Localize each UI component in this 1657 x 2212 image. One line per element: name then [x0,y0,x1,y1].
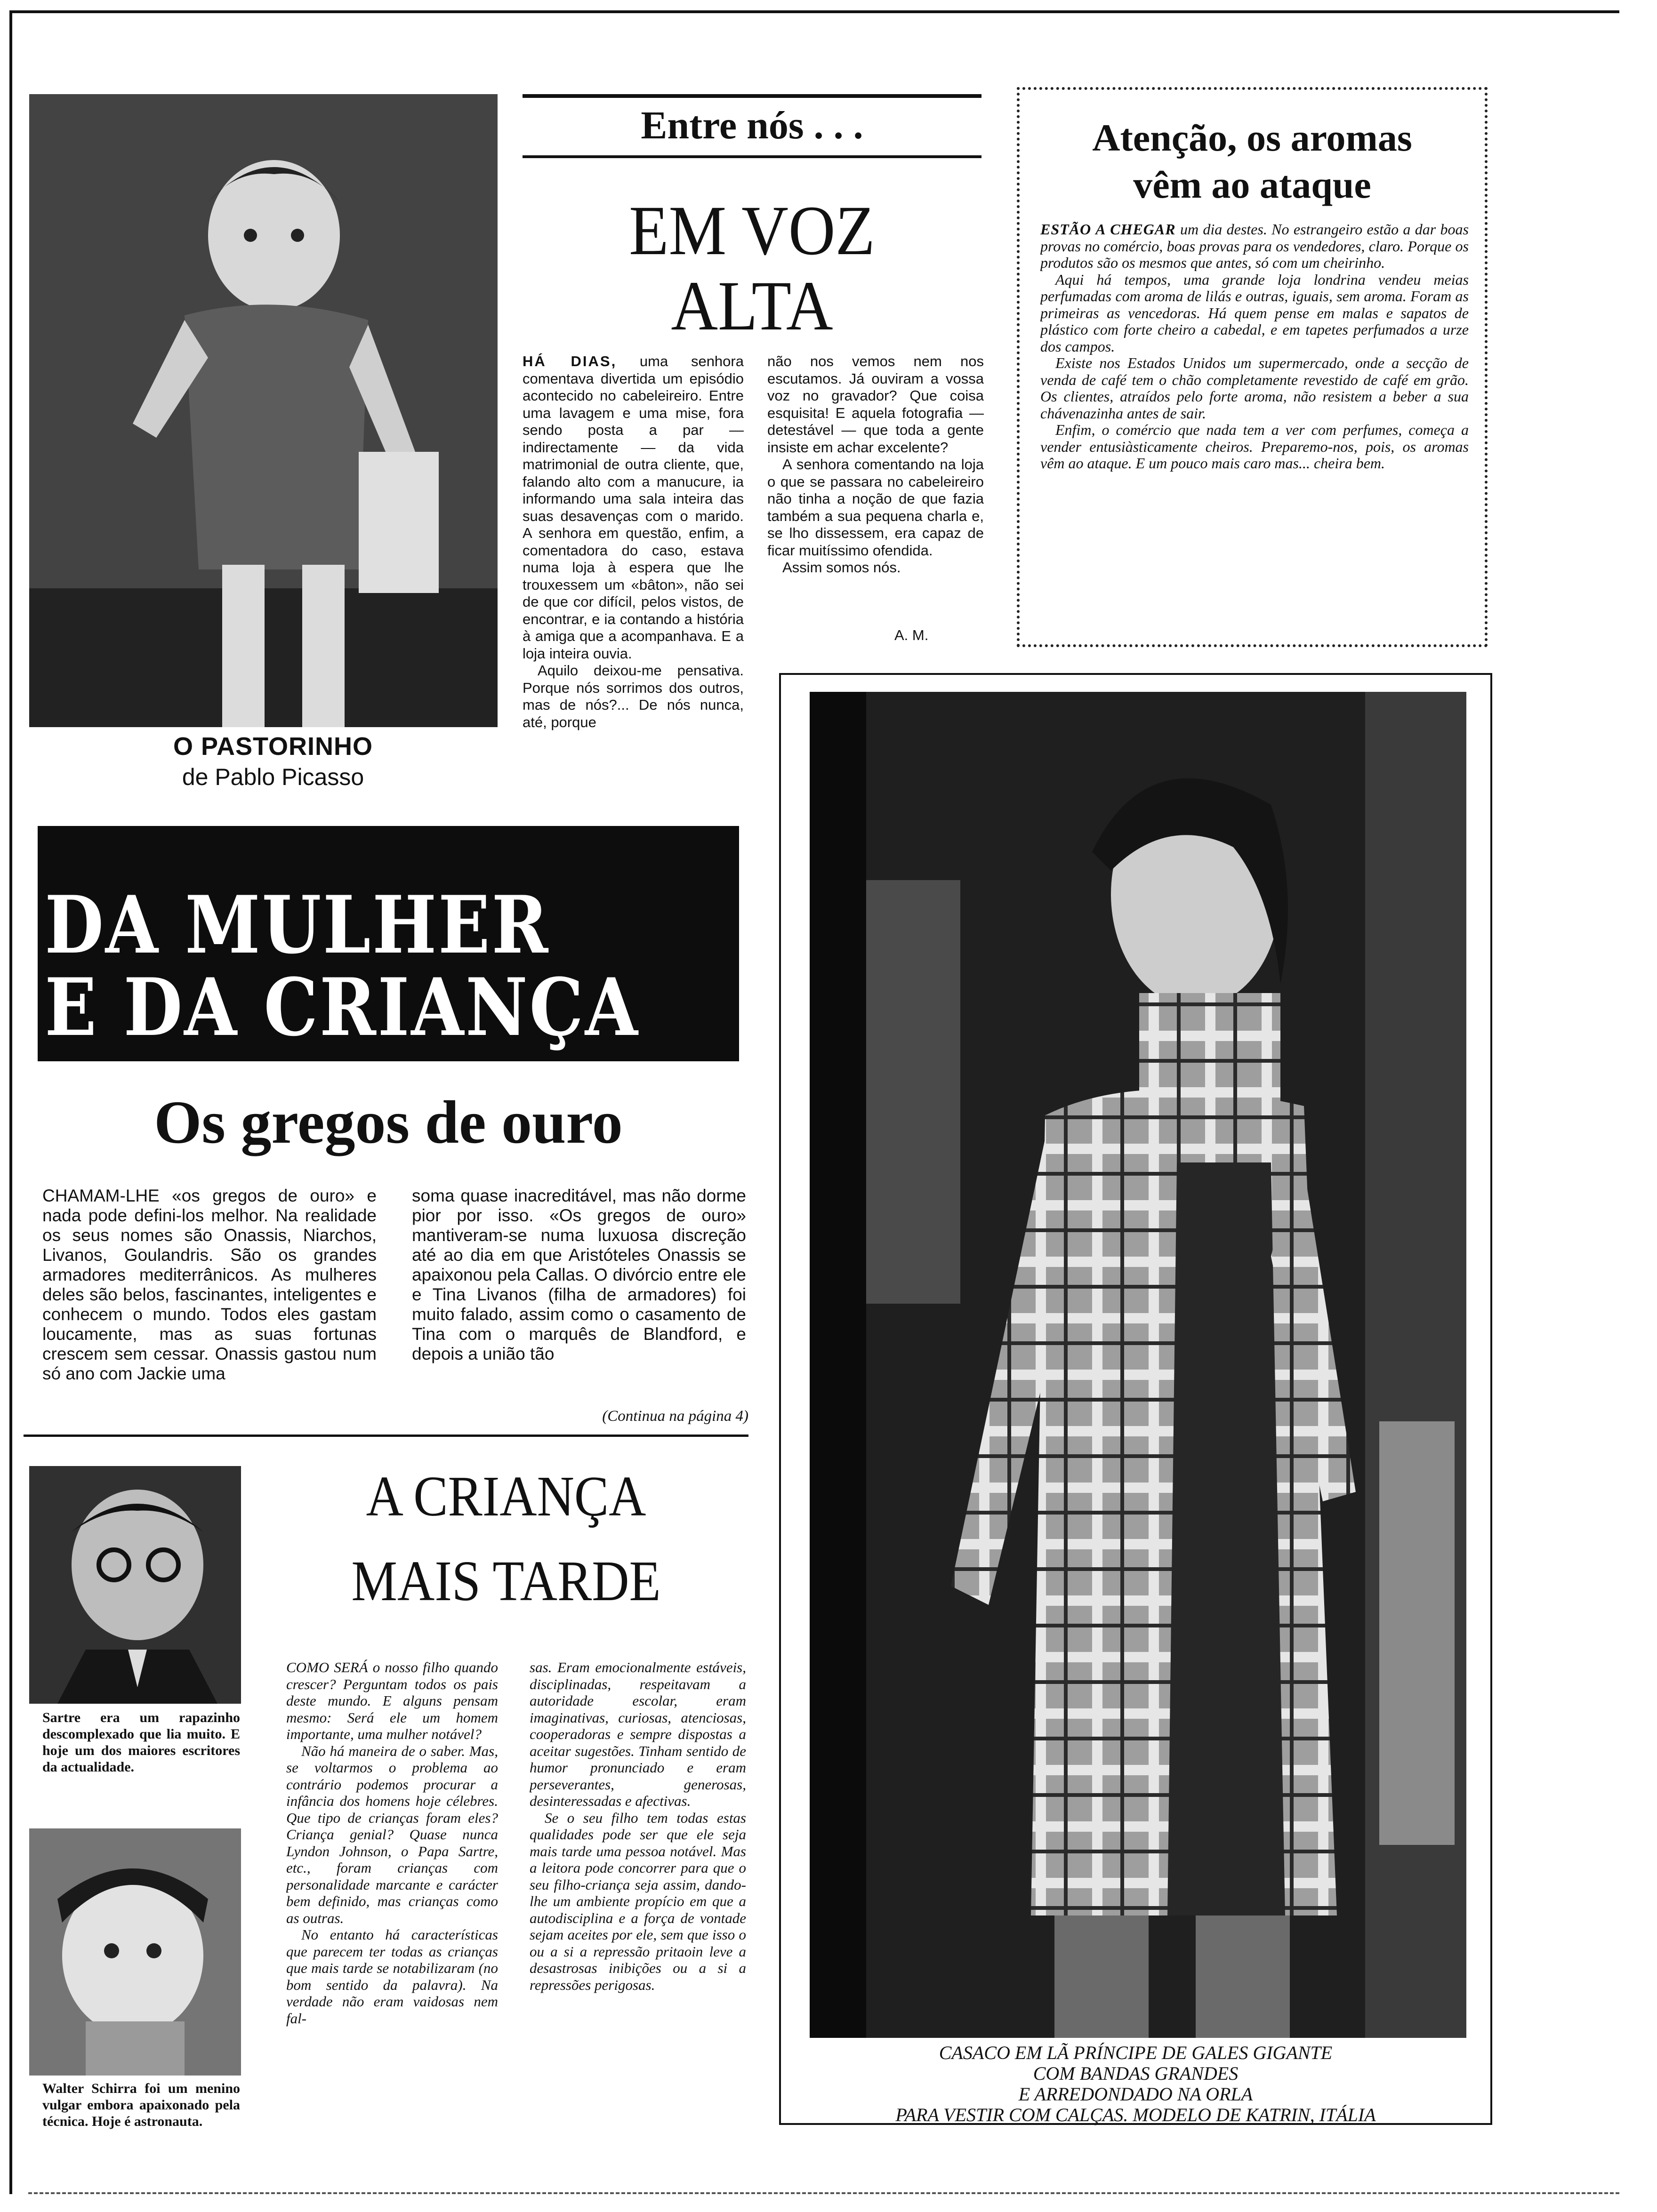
sartre-caption: Sartre era um rapazinho descomplexado que lia muito. E hoje um dos maiores escritores da actualidade. [42,1710,240,1775]
crianca-column-2 [530,1659,746,2167]
sartre-photo [29,1466,241,1704]
crianca-headline-2: MAIS TARDE [351,1549,661,1613]
entre-nos-kicker: Entre nós . . . [641,104,863,147]
pastorinho-title: O PASTORINHO [173,732,373,761]
gregos-continues: (Continua na página 4) [602,1408,748,1425]
em-voz-signature: A. M. [894,627,929,643]
crianca-col1-p1: COMO SERÁ o nosso filho quando crescer? Perguntam todos os pais deste mundo. E alguns pensam mesmo: Será ele um homem importante, uma mulher notável? [286,1659,498,1742]
aromas-p3: Existe nos Estados Unidos um supermercado, onde a secção de venda de café tem o chão completamente revestido de café em grão. Os clientes, atraídos pelo forte aroma, não resistem a beber a sua chávenazinha antes de sair. [1040,354,1469,422]
pastorinho-painting [29,94,498,727]
em-voz-col2-p1: não nos vemos nem nos escutamos. Já ouviram a vossa voz no gravador? Que coisa esquisita! E aquela fotografia — detestável — que toda a gente insiste em achar excelente? [767,353,984,456]
crianca-col1-p2: Não há maneira de o saber. Mas, se voltarmos o problema ao contrário podemos procurar a infância dos homens hoje célebres. Que tipo de crianças foram eles? Criança genial? Quase nunca Lyndon Johnson, o Papa Sartre, etc., foram crianças com personalidade marcante e carácter bem definido, mas crianças como as outras. [286,1742,498,1926]
entre-nos-top-rule [523,94,981,98]
top-rule [9,10,1619,13]
aromas-p2: Aqui há tempos, uma grande loja londrina vendeu meias perfumadas com aroma de lilás e outras, iguais, sem aroma. Foram as primeiras as vencedoras. Há quem pense em malas e sapatos de plástico com forte cheiro a cabedal, e em tapetes perfumados a urze dos campos. [1040,271,1469,355]
fashion-caption-1: CASACO EM LÃ PRÍNCIPE DE GALES GIGANTE [939,2042,1333,2063]
em-voz-col1-p2: Aquilo deixou-me pensativa. Porque nós sorrimos dos outros, mas de nós?... De nós nunca, até, porque [523,662,744,730]
masthead-line1: DA MULHER [45,878,550,971]
gregos-bottom-rule [24,1435,748,1437]
em-voz-column-1 [523,353,744,777]
em-voz-col2-p2: A senhora comentando na loja o que se passara no cabeleireiro não tinha a noção de que fazia também a sua pequena charla e, se lho dissessem, era capaz de ficar muitíssimo ofendida. [767,456,984,559]
fashion-photo [810,692,1466,2038]
masthead-line2: E DA CRIANÇA [45,961,640,1054]
gregos-column-1: CHAMAM-LHE «os gregos de ouro» e nada pode defini-los melhor. Na realidade os seus nomes são Onassis, Niarchos, Livanos, Goulandris. São os grandes armadores mediterrânicos. As mulheres deles são belos, fascinantes, inteligentes e conhecem o mundo. Todos eles gastam loucamente, mas as suas fortunas crescem sem cessar. Onassis gastou num só ano com Jackie uma [42,1186,377,1383]
crianca-col1-p3: No entanto há características que parecem ter todas as crianças que mais tarde se notabilizaram (no bom sentido da palavra). Na verdade não eram vaidosas nem fal- [286,1926,498,2027]
schirra-caption: Walter Schirra foi um menino vulgar embora apaixonado pela técnica. Hoje é astronauta. [42,2081,240,2129]
em-voz-headline-2: ALTA [671,267,833,345]
schirra-photo [29,1828,241,2076]
aromas-headline-1: Atenção, os aromas [1092,116,1412,159]
fashion-caption-2: COM BANDAS GRANDES [1033,2063,1239,2084]
em-voz-col2-p3: Assim somos nós. [782,559,901,576]
aromas-p4: Enfim, o comércio que nada tem a ver com perfumes, começa a vender entusiàsticamente cheiros. Preparemo-nos, pois, os aromas vêm ao ataque. E um pouco mais caro mas... cheira bem. [1040,421,1469,472]
gregos-headline: Os gregos de ouro [154,1089,623,1156]
crianca-column-1 [286,1659,498,2167]
bottom-rule [28,2192,1619,2194]
fashion-caption-4: PARA VESTIR COM CALÇAS. MODELO DE KATRIN, ITÁLIA [895,2104,1376,2125]
gregos-column-2: soma quase inacreditável, mas não dorme pior por isso. «Os gregos de ouro» mantiveram-se numa luxuosa discreção até ao dia em que Aristóteles Onassis se apaixonou pela Callas. O divórcio entre ele e Tina Livanos (filha de armadores) foi muito falado, assim como o casamento de Tina com o marquês de Blandford, e depois a união tão [412,1186,746,1363]
crianca-col2-p2: Se o seu filho tem todas estas qualidades pode ser que ele seja mais tarde uma pessoa notável. Mas a leitora pode concorrer para que o seu filho-criança seja assim, dando-lhe um ambiente propício em que a autodisciplina e a força de vontade sejam aceites por ele, sem que isso o ou a si a repressão pritaoin leve a desastrosas inibições ou a si a repressões perigosas. [530,1809,746,1993]
em-voz-col1-text: uma senhora comentava divertida um episódio acontecido no cabeleireiro. Entre uma lavagem e uma mise, fora sendo posta a par — indirectamente — da vida matrimonial de outra cliente, que, falando alto com a manucure, ia informando uma sala inteira das suas desavenças com o marido. A senhora em questão, enfim, a comentadora do caso, estava numa loja à espera que lhe trouxessem um «bâton», não sei de que cor difícil, pelos vistos, de encontrar, e ia contando a história à amiga que a acompanhava. E a loja inteira ouvia. [523,353,744,662]
aromas-lead: ESTÃO A CHEGAR [1040,221,1176,238]
em-voz-headline-1: EM VOZ [629,192,875,270]
fashion-caption-3: E ARREDONDADO NA ORLA [1018,2084,1253,2105]
em-voz-column-2 [767,353,984,645]
pastorinho-byline: de Pablo Picasso [182,764,364,790]
entre-nos-mid-rule [523,155,981,158]
crianca-col2-p1: sas. Eram emocionalmente estáveis, disciplinadas, respeitavam a autoridade escolar, eram imaginativas, curiosas, atenciosas, cooperadoras e sempre dispostas a aceitar sugestões. Tinham sentido de humor pronunciado e eram perseverantes, generosas, desinteressadas e afectivas. [530,1659,746,1809]
aromas-p1: um dia destes. No estrangeiro estão a dar boas provas no comércio, boas provas para os vendedores, claro. Porque os produtos são os mesmos que antes, só com um cheirinho. [1040,221,1469,271]
crianca-headline-1: A CRIANÇA [366,1465,646,1528]
left-rule [9,10,12,2194]
aromas-headline-2: vêm ao ataque [1133,163,1371,206]
aromas-body [1040,221,1469,635]
em-voz-lead: HÁ DIAS, [523,353,617,369]
